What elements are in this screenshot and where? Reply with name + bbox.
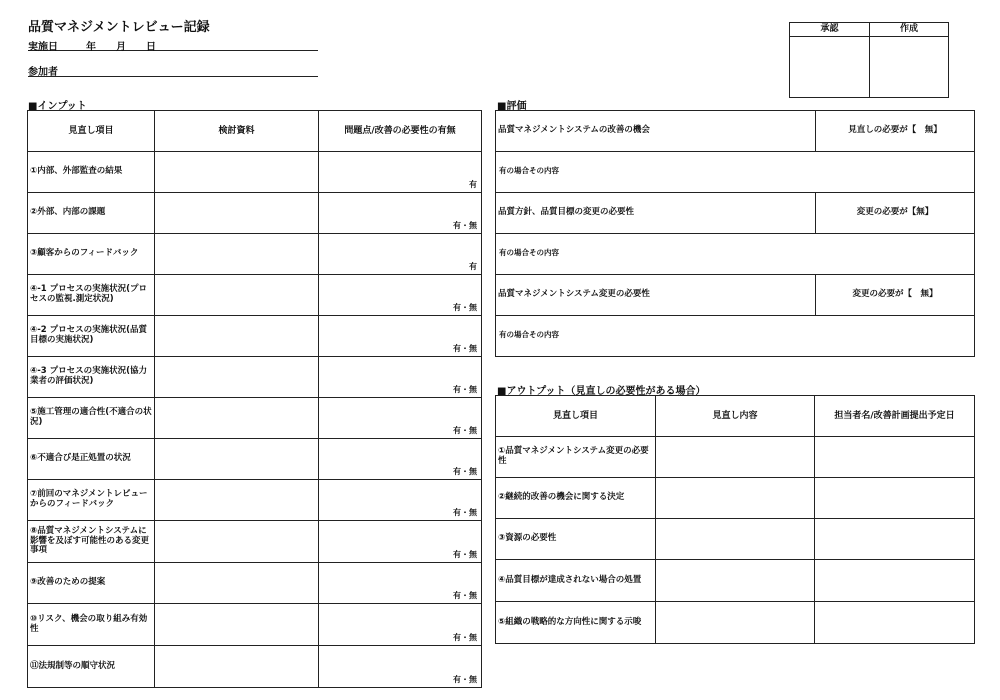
review-item: ⑥不適合び是正処置の状況 (28, 439, 155, 480)
month-label: 月 (116, 42, 126, 53)
evaluation-label: 品質マネジメントシステム変更の必要性 (496, 275, 816, 316)
attendees-field[interactable] (28, 63, 318, 77)
input-table (27, 110, 482, 688)
yes-no-mark[interactable]: 有・無 (453, 549, 477, 559)
page-title: 品質マネジメントレビュー記録 (28, 20, 210, 35)
detail-cell[interactable]: 有の場合その内容 (496, 152, 975, 193)
table-row (496, 437, 975, 478)
review-item: ①内部、外部監査の結果 (28, 152, 155, 193)
owner-cell[interactable] (815, 519, 975, 560)
content-cell[interactable] (656, 560, 815, 602)
issue-cell[interactable] (319, 193, 482, 234)
review-item: ⑪法規制等の順守状況 (28, 646, 155, 688)
evaluation-row (496, 193, 975, 234)
material-cell[interactable] (155, 316, 319, 357)
yes-no-mark[interactable]: 有・無 (453, 507, 477, 517)
approve-header: 承認 (790, 23, 869, 37)
evaluation-table (495, 110, 975, 357)
material-cell[interactable] (155, 357, 319, 398)
table-row (28, 480, 482, 521)
yes-no-mark[interactable]: 有・無 (453, 674, 477, 684)
evaluation-row (496, 111, 975, 152)
input-col-material: 検討資料 (155, 111, 319, 152)
output-col-owner: 担当者名/改善計画提出予定日 (815, 396, 975, 437)
content-cell[interactable] (656, 519, 815, 560)
material-cell[interactable] (155, 439, 319, 480)
need-indicator[interactable]: 見直しの必要が【 無】 (816, 111, 975, 152)
issue-cell[interactable] (319, 521, 482, 563)
review-item: ②外部、内部の課題 (28, 193, 155, 234)
input-col-issue: 問題点/改善の必要性の有無 (319, 111, 482, 152)
table-row (28, 316, 482, 357)
content-cell[interactable] (656, 437, 815, 478)
issue-cell[interactable] (319, 480, 482, 521)
attendees-label: 参加者 (28, 67, 58, 78)
need-indicator[interactable]: 変更の必要が【無】 (816, 193, 975, 234)
table-row (28, 439, 482, 480)
detail-cell[interactable]: 有の場合その内容 (496, 316, 975, 357)
material-cell[interactable] (155, 398, 319, 439)
review-item: ⑩リスク、機会の取り組み有効性 (28, 604, 155, 646)
yes-no-mark[interactable]: 有・無 (453, 466, 477, 476)
output-item: ③資源の必要性 (496, 519, 656, 560)
evaluation-detail-row (496, 234, 975, 275)
yes-no-mark[interactable]: 有・無 (453, 220, 477, 230)
yes-no-mark[interactable]: 有 (469, 179, 477, 189)
output-item: ②継続的改善の機会に関する決定 (496, 478, 656, 519)
issue-cell[interactable] (319, 234, 482, 275)
need-indicator[interactable]: 変更の必要が【 無】 (816, 275, 975, 316)
output-header-row (496, 396, 975, 437)
table-row (28, 521, 482, 563)
review-item: ④-2 プロセスの実施状況(品質目標の実施状況) (28, 316, 155, 357)
output-item: ①品質マネジメントシステム変更の必要性 (496, 437, 656, 478)
date-label: 実施日 (28, 42, 58, 53)
approval-box (789, 22, 949, 98)
input-section-label: ■インプット (28, 101, 87, 112)
output-col-content: 見直し内容 (656, 396, 815, 437)
owner-cell[interactable] (815, 437, 975, 478)
issue-cell[interactable] (319, 275, 482, 316)
owner-cell[interactable] (815, 602, 975, 644)
content-cell[interactable] (656, 478, 815, 519)
issue-cell[interactable] (319, 152, 482, 193)
yes-no-mark[interactable]: 有・無 (453, 302, 477, 312)
yes-no-mark[interactable]: 有・無 (453, 632, 477, 642)
output-item: ⑤組織の戦略的な方向性に関する示唆 (496, 602, 656, 644)
yes-no-mark[interactable]: 有・無 (453, 425, 477, 435)
table-row (496, 519, 975, 560)
material-cell[interactable] (155, 521, 319, 563)
evaluation-label: 品質マネジメントシステムの改善の機会 (496, 111, 816, 152)
output-section-label: ■アウトプット（見直しの必要性がある場合） (497, 386, 706, 397)
table-row (28, 604, 482, 646)
issue-cell[interactable] (319, 646, 482, 688)
table-row (28, 234, 482, 275)
table-row (28, 275, 482, 316)
yes-no-mark[interactable]: 有・無 (453, 590, 477, 600)
issue-cell[interactable] (319, 439, 482, 480)
review-item: ③顧客からのフィードバック (28, 234, 155, 275)
evaluation-label: 品質方針、品質目標の変更の必要性 (496, 193, 816, 234)
table-row (28, 193, 482, 234)
input-header-row (28, 111, 482, 152)
detail-cell[interactable]: 有の場合その内容 (496, 234, 975, 275)
issue-cell[interactable] (319, 604, 482, 646)
evaluation-detail-row (496, 316, 975, 357)
output-item: ④品質目標が達成されない場合の処置 (496, 560, 656, 602)
table-row (496, 478, 975, 519)
date-field[interactable] (28, 38, 318, 51)
review-item: ⑤施工管理の適合性(不適合の状況) (28, 398, 155, 439)
day-label: 日 (146, 42, 156, 53)
evaluation-detail-row (496, 152, 975, 193)
input-col-item: 見直し項目 (28, 111, 155, 152)
output-col-item: 見直し項目 (496, 396, 656, 437)
table-row (28, 646, 482, 688)
year-label: 年 (86, 42, 96, 53)
yes-no-mark[interactable]: 有・無 (453, 384, 477, 394)
material-cell[interactable] (155, 275, 319, 316)
table-row (28, 563, 482, 604)
table-row (28, 152, 482, 193)
table-row (28, 357, 482, 398)
yes-no-mark[interactable]: 有・無 (453, 343, 477, 353)
table-row (28, 398, 482, 439)
table-row (496, 560, 975, 602)
review-item: ⑨改善のための提案 (28, 563, 155, 604)
review-item: ④-3 プロセスの実施状況(協力業者の評価状況) (28, 357, 155, 398)
material-cell[interactable] (155, 604, 319, 646)
review-item: ⑦前回のマネジメントレビューからのフィードバック (28, 480, 155, 521)
material-cell[interactable] (155, 563, 319, 604)
issue-cell[interactable] (319, 357, 482, 398)
issue-cell[interactable] (319, 316, 482, 357)
material-cell[interactable] (155, 480, 319, 521)
issue-cell[interactable] (319, 563, 482, 604)
content-cell[interactable] (656, 602, 815, 644)
issue-cell[interactable] (319, 398, 482, 439)
material-cell[interactable] (155, 193, 319, 234)
owner-cell[interactable] (815, 560, 975, 602)
approval-divider (869, 23, 870, 97)
table-row (496, 602, 975, 644)
review-item: ④-1 プロセスの実施状況(プロセスの監視.測定状況) (28, 275, 155, 316)
create-header: 作成 (870, 23, 948, 37)
material-cell[interactable] (155, 234, 319, 275)
material-cell[interactable] (155, 152, 319, 193)
owner-cell[interactable] (815, 478, 975, 519)
review-item: ⑧品質マネジメントシステムに影響を及ぼす可能性のある変更事項 (28, 521, 155, 563)
evaluation-row (496, 275, 975, 316)
material-cell[interactable] (155, 646, 319, 688)
output-table (495, 395, 975, 644)
evaluation-section-label: ■評価 (497, 101, 527, 112)
yes-no-mark[interactable]: 有 (469, 261, 477, 271)
